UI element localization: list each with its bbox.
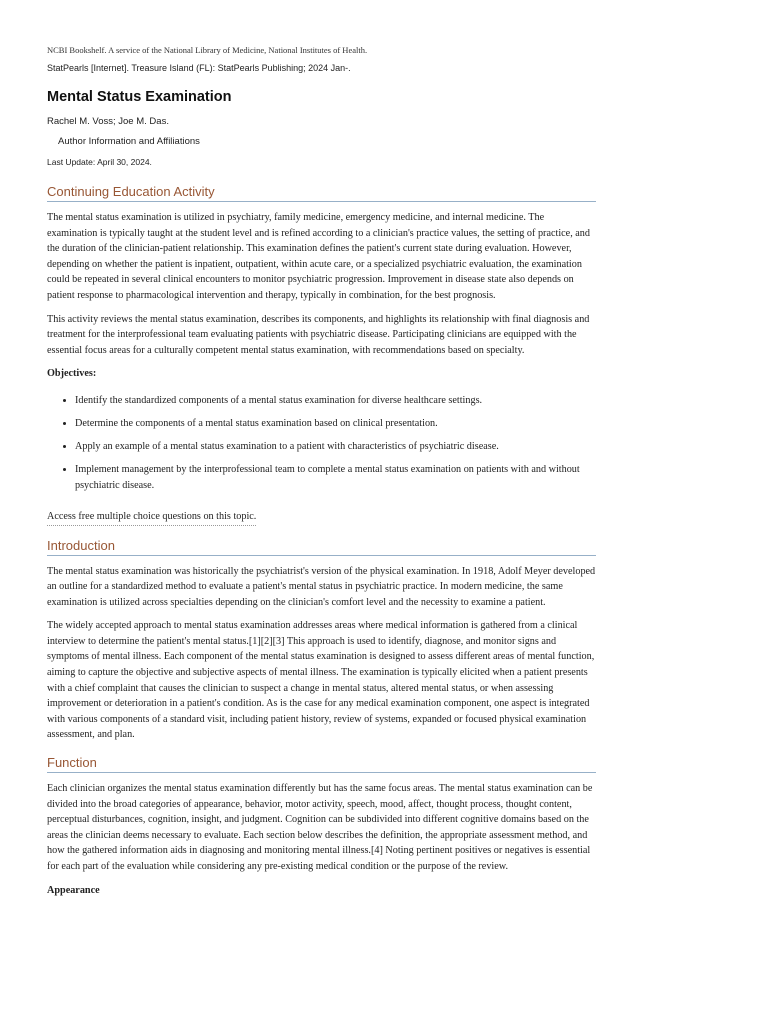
last-update: Last Update: April 30, 2024. <box>47 157 152 167</box>
appearance-subheading: Appearance <box>47 884 100 896</box>
ce-paragraph-1: The mental status examination is utilized in psychiatry, family medicine, emergency medicine, and internal medicine. The examination is typically taught at the student level and is refined according to a clinician's practice values, the setting of practice, and the duration of the clinician-patient relationship. This examination defines the patient's current state during evaluation. However, depending on whether the patient is inpatient, outpatient, within acute care, or a specialized psychiatric evaluation, the examination could be repeated in several clinical encounters to monitor psychiatric progression. Improvement in disease state also depends on patient response to pharmacological intervention and therapy, typically in combination, for the best prognosis. <box>47 212 590 301</box>
bookshelf-note: NCBI Bookshelf. A service of the National Library of Medicine, National Institutes of Health. <box>47 45 368 55</box>
section-heading-introduction: Introduction <box>47 538 596 556</box>
authors: Rachel M. Voss; Joe M. Das. <box>47 116 169 127</box>
section-heading-ce: Continuing Education Activity <box>47 184 596 202</box>
page-title: Mental Status Examination <box>47 89 232 105</box>
citation: StatPearls [Internet]. Treasure Island (FL): StatPearls Publishing; 2024 Jan-. <box>47 63 351 73</box>
objective-item: • Determine the components of a mental status examination based on clinical presentation. <box>75 416 596 432</box>
objective-item: • Implement management by the interprofessional team to complete a mental status examination on patients with and without psychiatric disease. <box>75 462 596 493</box>
section-heading-function: Function <box>47 755 596 773</box>
ce-paragraph-2: This activity reviews the mental status examination, describes its components, and highlights its relationship with final diagnosis and treatment for the interprofessional team evaluating patients with psychiatric disease. Participating clinicians are equipped with the essential focus areas for a culturally competent mental status examination, with recommendations based on specialty. <box>47 313 590 356</box>
section-ce <box>47 210 596 526</box>
affiliations-toggle[interactable] <box>58 136 596 148</box>
objectives-list <box>47 393 596 493</box>
objectives-label: Objectives: <box>47 368 97 380</box>
affiliations-label: Author Information and Affiliations <box>58 136 200 147</box>
function-paragraph-1: Each clinician organizes the mental status examination differently but has the same focus areas. The mental status examination can be divided into the broad categories of appearance, behavior, motor activity, speech, mood, affect, thought process, thought content, perceptual disturbances, cognition, insight, and judgment. Cognition can be subdivided into different cognitive domains based on the areas the clinician deems necessary to evaluate. Each section below describes the definition, the appropriate assessment method, and how the gathered information aids in diagnosing and monitoring mental illness.[4] Noting pertinent positives or negatives is essential for each part of the evaluation while considering any pre-existing medical condition or the purpose of the review. <box>47 783 593 872</box>
mcq-access-link[interactable]: Access free multiple choice questions on this topic. <box>47 509 256 526</box>
article-page <box>47 0 596 898</box>
objective-item: • Apply an example of a mental status examination to a patient with characteristics of psychiatric disease. <box>75 439 596 455</box>
objective-item: • Identify the standardized components of a mental status examination for diverse healthcare settings. <box>75 393 596 409</box>
intro-paragraph-1: The mental status examination was historically the psychiatrist's version of the physical examination. In 1918, Adolf Meyer developed an outline for a standardized method to evaluate a patient's mental status in psychiatric practice. In modern medicine, the same examination is utilized across specialties depending on the clinician's comfort level and the necessity to examine a patient. <box>47 565 596 608</box>
section-introduction <box>47 564 596 744</box>
intro-paragraph-2: The widely accepted approach to mental status examination addresses areas where medical information is gathered from a clinical interview to determine the patient's mental status.[1][2][3] This approach is used to identify, diagnose, and monitor signs and symptoms of mental illness. Each component of the mental status examination is designed to assess different areas of mental function, aiming to capture the objective and subjective aspects of mental illness. The examination is typically elicited when a patient presents with a chief complaint that causes the clinician to suspect a change in mental status, altered mental status, or when assessing improvement or deterioration in a patient's condition. As is the case for any medical examination component, one aspect is integrated with various components of a standard visit, including patient history, review of systems, expanded or focused physical examination assessment, and plan. <box>47 620 595 741</box>
section-function <box>47 781 596 898</box>
